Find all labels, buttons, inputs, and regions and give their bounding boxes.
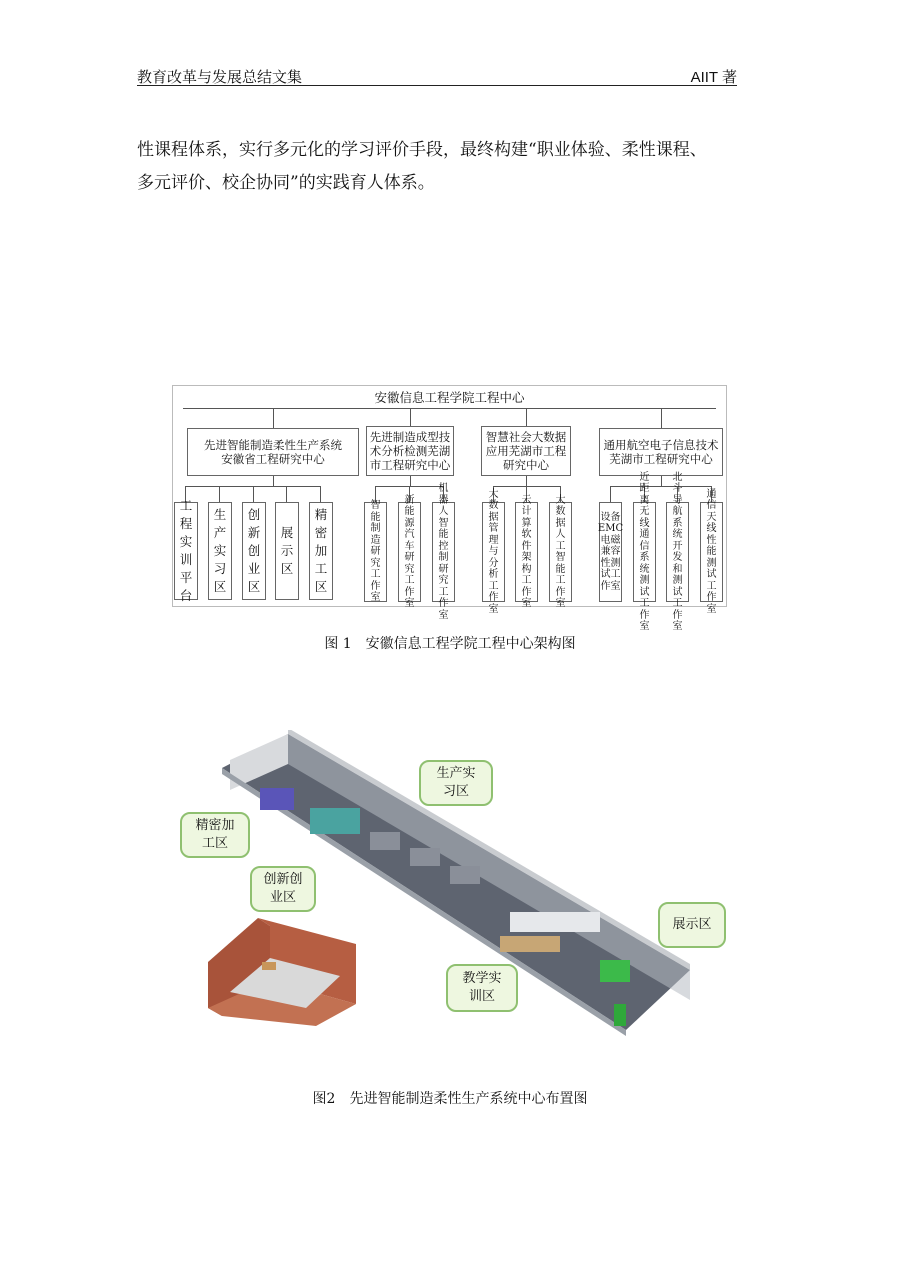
wire-d-down — [661, 476, 662, 486]
wire-a5 — [320, 486, 321, 502]
center-b-line3: 市工程研究中心 — [369, 458, 451, 472]
wire-root-c — [526, 408, 527, 426]
leaf-d-1-label: 设备 EMC 电磁 兼容 性测 试工 作室 — [597, 511, 624, 592]
leaf-c-1-label: 大数 据管 理与 分析 工作 室 — [488, 488, 499, 615]
leaf-a-3-label: 创 新 创 业 区 — [247, 507, 261, 594]
leaf-b-1-label: 智能 制造 研究 工作 室 — [370, 500, 381, 604]
leaf-b-3 — [432, 483, 455, 621]
center-b-line1: 先进制造成型技 — [369, 430, 451, 444]
callout-teaching-label: 教学实 训区 — [462, 971, 502, 1004]
wire-a-down — [273, 476, 274, 486]
wire-root-d — [661, 408, 662, 428]
leaf-d-2-label: 近距 离无 线通 信系 统测 试工 作室 — [639, 471, 650, 632]
leaf-a-3 — [242, 502, 266, 600]
header-title: 教育改革与发展总结文集 — [137, 68, 303, 86]
leaf-d-4-label: 通信 天线 性能 测试 工作 室 — [706, 488, 717, 615]
callout-teaching-area — [446, 964, 518, 1012]
leaf-a-1-label: 工 程 实 训 平 台 — [179, 498, 193, 603]
leaf-d-2 — [633, 471, 656, 632]
figure-1-caption: 图 1 安徽信息工程学院工程中心架构图 — [324, 636, 576, 652]
center-c-line1: 智慧社会大数据 — [485, 430, 567, 444]
leaf-d-4 — [700, 488, 723, 615]
wire-b-down — [410, 476, 411, 486]
figure-2-layout-illustration — [170, 730, 730, 1040]
wire-a4 — [286, 486, 287, 502]
leaf-a-4 — [275, 502, 299, 600]
callout-innovation-area — [250, 866, 316, 912]
leaf-d-3 — [666, 471, 689, 632]
center-a-line2: 安徽省工程研究中心 — [221, 452, 325, 466]
workstation-3 — [450, 866, 480, 884]
leaf-c-3-label: 大数 据人 工智 能工 作室 — [555, 494, 566, 609]
wire-root-b — [410, 408, 411, 426]
center-d-line1: 通用航空电子信息技术 — [603, 438, 719, 452]
leaf-a-2 — [208, 502, 232, 600]
leaf-a-2-label: 生 产 实 习 区 — [213, 507, 227, 594]
wire-c-down — [526, 476, 527, 486]
center-c-line3: 研究中心 — [503, 458, 549, 472]
body-paragraph — [137, 134, 757, 200]
center-c — [481, 426, 571, 476]
leaf-b-3-label: 机器 人智 能控 制研 究工 作室 — [438, 483, 449, 621]
leaf-c-1 — [482, 488, 505, 615]
center-d-line2: 芜湖市工程研究中心 — [609, 452, 713, 466]
leaf-d-1 — [599, 502, 622, 602]
running-header — [137, 66, 737, 86]
leaf-a-5-label: 精 密 加 工 区 — [314, 507, 328, 594]
root-bus — [183, 408, 716, 409]
callout-exhibition-label: 展示区 — [672, 917, 712, 932]
cnc-machine — [260, 788, 294, 810]
display-board — [600, 960, 630, 982]
center-b — [366, 426, 454, 476]
leaf-d-3-label: 北斗 导航 系统 开发 和测 试工 作室 — [672, 471, 683, 632]
workstation-2 — [410, 848, 440, 866]
center-a — [187, 428, 359, 476]
org-root: 安徽信息工程学院工程中心 — [374, 390, 525, 405]
leaf-b-1 — [364, 502, 387, 602]
callout-production-label: 生产实 习区 — [436, 766, 476, 799]
leaf-c-2-label: 云计 算软 件架 构工 作室 — [521, 494, 532, 609]
wire-d1 — [610, 486, 611, 502]
paragraph-line-1: 性课程体系，实行多元化的学习评价手段，最终构建“职业体验、柔性课程、 — [137, 140, 707, 160]
callout-innovation-label: 创新创 业区 — [263, 872, 303, 905]
storage-racks — [310, 808, 360, 834]
header-author: AIIT 著 — [690, 69, 737, 86]
figure-1-org-chart — [172, 385, 727, 632]
training-tables — [500, 936, 560, 952]
exit-door — [614, 1004, 626, 1026]
wire-a3 — [253, 486, 254, 502]
paragraph-line-2: 多元评价、校企协同”的实践育人体系。 — [137, 173, 435, 193]
training-benches — [510, 912, 600, 932]
leaf-b-2-label: 新能 源汽 车研 究工 作室 — [404, 494, 415, 609]
center-b-line2: 术分析检测芜湖 — [369, 444, 451, 458]
callout-precision-area — [180, 812, 250, 858]
center-c-line2: 应用芜湖市工程 — [485, 444, 567, 458]
wire-a2 — [219, 486, 220, 502]
callout-production-area — [419, 760, 493, 806]
bus-d — [610, 486, 711, 487]
wire-root-a — [273, 408, 274, 428]
callout-precision-label: 精密加 工区 — [195, 818, 235, 851]
leaf-a-4-label: 展 示 区 — [280, 525, 294, 576]
workstation-1 — [370, 832, 400, 850]
center-d — [599, 428, 723, 476]
leaf-c-2 — [515, 494, 538, 609]
leaf-b-2 — [398, 494, 421, 609]
callout-exhibition-area — [658, 902, 726, 948]
figure-2-caption: 图2 先进智能制造柔性生产系统中心布置图 — [312, 1091, 588, 1107]
leaf-a-1 — [174, 498, 198, 603]
center-a-line1: 先进智能制造柔性生产系统 — [204, 438, 342, 452]
leaf-a-5 — [309, 502, 333, 600]
leaf-c-3 — [549, 494, 572, 609]
brick-room-desk — [262, 962, 276, 970]
